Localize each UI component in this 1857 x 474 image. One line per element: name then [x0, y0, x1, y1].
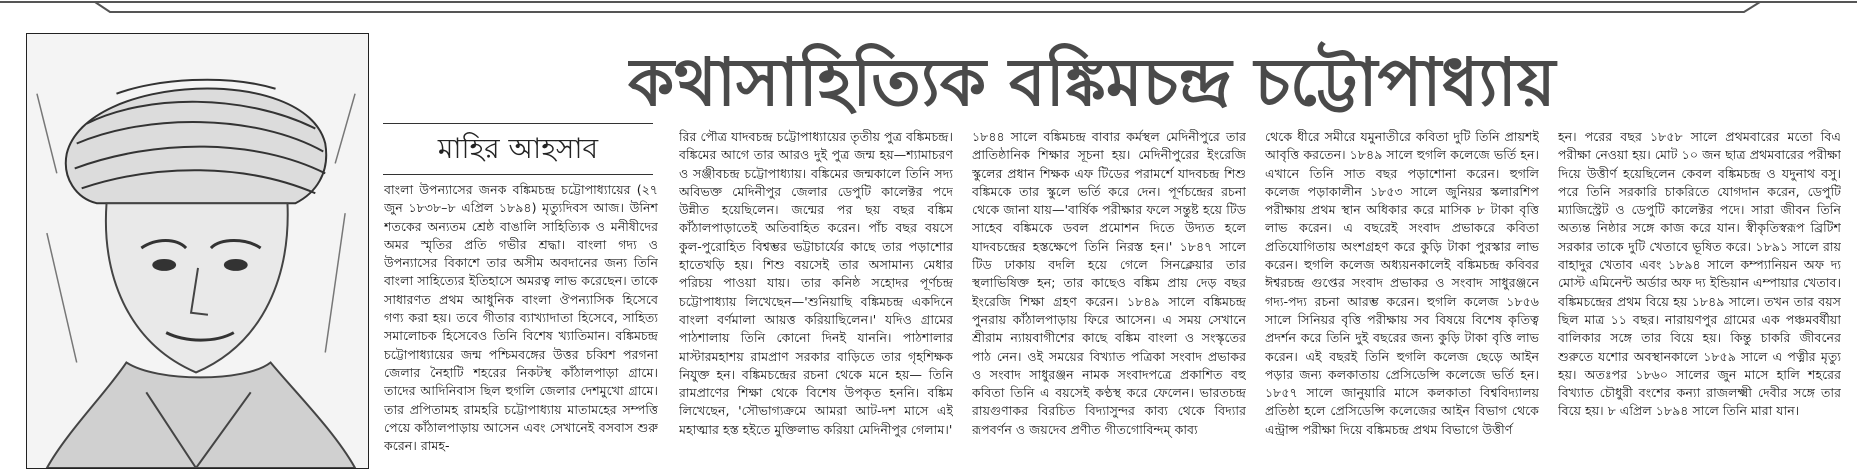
column-text: হন। পরের বছর ১৮৫৮ সালে প্রথমবারের মতো বিএ পরীক্ষা নেওয়া হয়। মোট ১০ জন ছাত্র প্রথমবারের পরীক্ষা দিয়ে উত্তীর্ণ হয়েছিলেন কেবল বঙ্কিমচন্দ্র ও যদুনাথ বসু। পরে তিনি সরকারি চাকরিতে যোগদান করেন, ডেপুটি ম্যাজিস্ট্রেট ও ডেপুটি কালেক্টর পদে। সারা জীবন তিনি অত্যন্ত নিষ্ঠার সঙ্গে কাজ করে যান। স্বীকৃতিস্বরূপ ব্রিটিশ সরকার তাকে দুটি খেতাবে ভূষিত করে। ১৮৯১ সালে রায় বাহাদুর খেতাব এবং ১৮৯৪ সালে কম্প্যানিয়ন অফ দ্য মোস্ট এমিনেন্ট অর্ডার অফ দ্য ইন্ডিয়ান এম্পায়ার খেতাব। বঙ্কিমচন্দ্রের প্রথম বিয়ে হয় ১৮৪৯ সালে। তখন তার বয়স ছিল মাত্র ১১ বছর। নারায়ণপুর গ্রামের এক পঞ্চমবর্ষীয়া বালিকার সঙ্গে তার বিয়ে হয়। কিন্তু চাকরি জীবনের শুরুতে যশোর অবস্থানকালে ১৮৫৯ সালে এ পত্নীর মৃত্যু হয়। অতঃপর ১৮৬০ সালের জুন মাসে হালি শহরের বিখ্যাত চৌধুরী বংশের কন্যা রাজলক্ষ্মী দেবীর সঙ্গে তার বিয়ে হয়। ৮ এপ্রিল ১৮৯৪ সালে তিনি মারা যান। [1558, 129, 1841, 419]
article-headline: কথাসাহিত্যিক বঙ্কিমচন্দ্র চট্টোপাধ্যায় [628, 44, 1556, 121]
column-text: বাংলা উপন্যাসের জনক বঙ্কিমচন্দ্র চট্টোপাধ্যায়ের (২৭ জুন ১৮৩৮–৮ এপ্রিল ১৮৯৪) মৃত্যুদিবস আজ। উনিশ শতকের অন্যতম শ্রেষ্ঠ বাঙালি সাহিত্যিক ও মনীষীদের অমর স্মৃতির প্রতি গভীর শ্রদ্ধা। বাংলা গদ্য ও উপন্যাসের বিকাশে তার অসীম অবদানের জন্য তিনি বাংলা সাহিত্যের ইতিহাসে অমরত্ব লাভ করেছেন। তাকে সাধারণত প্রথম আধুনিক বাংলা ঔপন্যাসিক হিসেবে গণ্য করা হয়। তবে গীতার ব্যাখ্যাদাতা হিসেবে, সাহিত্য সমালোচক হিসেবেও তিনি বিশেষ খ্যাতিমান। বঙ্কিমচন্দ্র চট্টোপাধ্যায়ের জন্ম পশ্চিমবঙ্গের উত্তর চব্বিশ পরগনা জেলার নৈহাটি শহরের নিকটস্থ কাঁঠালপাড়া গ্রামে। তাদের আদিনিবাস ছিল হুগলি জেলার দেশমুখো গ্রামে। তার প্রপিতামহ রামহরি চট্টোপাধ্যায় মাতামহের সম্পত্তি পেয়ে কাঁঠালপাড়ায় আসেন এবং সেখানেই বসবাস শুরু করেন। রামহ- [384, 182, 658, 454]
author-name: মাহির আহসাব [437, 132, 599, 165]
article-column-5 [1558, 128, 1841, 469]
column-text: রির পৌত্র যাদবচন্দ্র চট্টোপাধ্যায়ের তৃতীয় পুত্র বঙ্কিমচন্দ্র। বঙ্কিমের আগে তার আরও দুই পুত্র জন্ম হয়—শ্যামাচরণ ও সঞ্জীবচন্দ্র চট্টোপাধ্যায়। বঙ্কিমের জন্মকালে তিনি সদ্য অবিভক্ত মেদিনীপুর জেলার ডেপুটি কালেক্টর পদে উন্নীত হয়েছিলেন। জন্মের পর ছয় বছর বঙ্কিম কাঁঠালপাড়াতেই অতিবাহিত করেন। পাঁচ বছর বয়সে কুল-পুরোহিত বিশ্বম্ভর ভট্টাচার্যের কাছে তার পড়াশোর হাতেখড়ি হয়। শিশু বয়সেই তার অসামান্য মেধার পরিচয় পাওয়া যায়। তার কনিষ্ঠ সহোদর পূর্ণচন্দ্র চট্টোপাধ্যায় লিখেছেন—'শুনিয়াছি বঙ্কিমচন্দ্র একদিনে বাংলা বর্ণমালা আয়ত্ত করিয়াছিলেন।' যদিও গ্রামের পাঠশালায় তিনি কোনো দিনই যাননি। পাঠশালার মাস্টারমহাশয় রামপ্রাণ সরকার বাড়িতে তার গৃহশিক্ষক নিযুক্ত হন। বঙ্কিমচন্দ্রের রচনা থেকে মনে হয়— তিনি রামপ্রাণের শিক্ষা থেকে বিশেষ উপকৃত হননি। বঙ্কিম লিখেছেন, 'সৌভাগ্যক্রমে আমরা আট-দশ মাসে এই মহাত্মার হস্ত হইতে মুক্তিলাভ করিয়া মেদিনীপুর গেলাম।' [679, 129, 953, 437]
column-text: থেকে ধীরে সমীরে যমুনাতীরে কবিতা দুটি তিনি প্রায়শই আবৃত্তি করতেন। ১৮৪৯ সালে হুগলি কলেজে ভর্তি হন। এখানে তিনি সাত বছর পড়াশোনা করেন। হুগলি কলেজ পড়াকালীন ১৮৫৩ সালে জুনিয়র স্কলারশিপ পরীক্ষায় প্রথম স্থান অধিকার করে মাসিক ৮ টাকা বৃত্তি লাভ করেন। এ বছরেই সংবাদ প্রভাকরে কবিতা প্রতিযোগিতায় অংশগ্রহণ করে কুড়ি টাকা পুরস্কার লাভ করেন। হুগলি কলেজ অধ্যয়নকালেই বঙ্কিমচন্দ্র কবিবর ঈশ্বরচন্দ্র গুপ্তের সংবাদ প্রভাকর ও সংবাদ সাধুরঞ্জনে গদ্য-পদ্য রচনা আরম্ভ করেন। হুগলি কলেজ ১৮৫৬ সালে সিনিয়র বৃত্তি পরীক্ষায় সব বিষয়ে বিশেষ কৃতিত্ব প্রদর্শন করে তিনি দুই বছরের জন্য কুড়ি টাকা বৃত্তি লাভ করেন। এই বছরই তিনি হুগলি কলেজ ছেড়ে আইন পড়ার জন্য কলকাতায় প্রেসিডেন্সি কলেজে ভর্তি হন। ১৮৫৭ সালে জানুয়ারি মাসে কলকাতা বিশ্ববিদ্যালয় প্রতিষ্ঠা হলে প্রেসিডেন্সি কলেজের আইন বিভাগ থেকে এন্ট্রান্স পরীক্ষা দিয়ে বঙ্কিমচন্দ্র প্রথম বিভাগে উত্তীর্ণ [1265, 129, 1539, 437]
author-portrait-image [26, 33, 369, 469]
top-decorative-rule [0, 0, 1857, 14]
article-column-4 [1265, 128, 1539, 469]
article-column-3 [972, 128, 1246, 469]
article-column-2 [679, 128, 953, 469]
column-text: ১৮৪৪ সালে বঙ্কিমচন্দ্র বাবার কর্মস্থল মেদিনীপুরে তার প্রাতিষ্ঠানিক শিক্ষার সূচনা হয়। মেদিনীপুরের ইংরেজি স্কুলের প্রধান শিক্ষক এফ টিডের পরামর্শে যাদবচন্দ্র শিশু বঙ্কিমকে তার স্কুলে ভর্তি করে দেন। পূর্ণচন্দ্রের রচনা থেকে জানা যায়—'বার্ষিক পরীক্ষার ফলে সন্তুষ্ট হয়ে টিড সাহেব বঙ্কিমকে ডবল প্রমোশন দিতে উদ্যত হলে যাদবচন্দ্রের হস্তক্ষেপে তিনি নিরস্ত হন।' ১৮৪৭ সালে টিড ঢাকায় বদলি হয়ে গেলে সিনক্লেয়ার তার স্থলাভিষিক্ত হন; তার কাছেও বঙ্কিম প্রায় দেড় বছর ইংরেজি শিক্ষা গ্রহণ করেন। ১৮৪৯ সালে বঙ্কিমচন্দ্র পুনরায় কাঁঠালপাড়ায় ফিরে আসেন। এ সময় সেখানে শ্রীরাম ন্যায়বাগীশের কাছে বঙ্কিম বাংলা ও সংস্কৃতের পাঠ নেন। ওই সময়ের বিখ্যাত পত্রিকা সংবাদ প্রভাকর ও সংবাদ সাধুরঞ্জন নামক সংবাদপত্রে প্রকাশিত বহু কবিতা তিনি এ বয়সেই কণ্ঠস্থ করে ফেলেন। ভারতচন্দ্র রায়গুণাকর বিরচিত বিদ্যাসুন্দর কাব্য থেকে বিদ্যার রূপবর্ণন ও জয়দেব প্রণীত গীতগোবিন্দম্ কাব্য [972, 129, 1246, 437]
article-column-1 [384, 181, 658, 469]
author-byline-box [383, 123, 653, 175]
